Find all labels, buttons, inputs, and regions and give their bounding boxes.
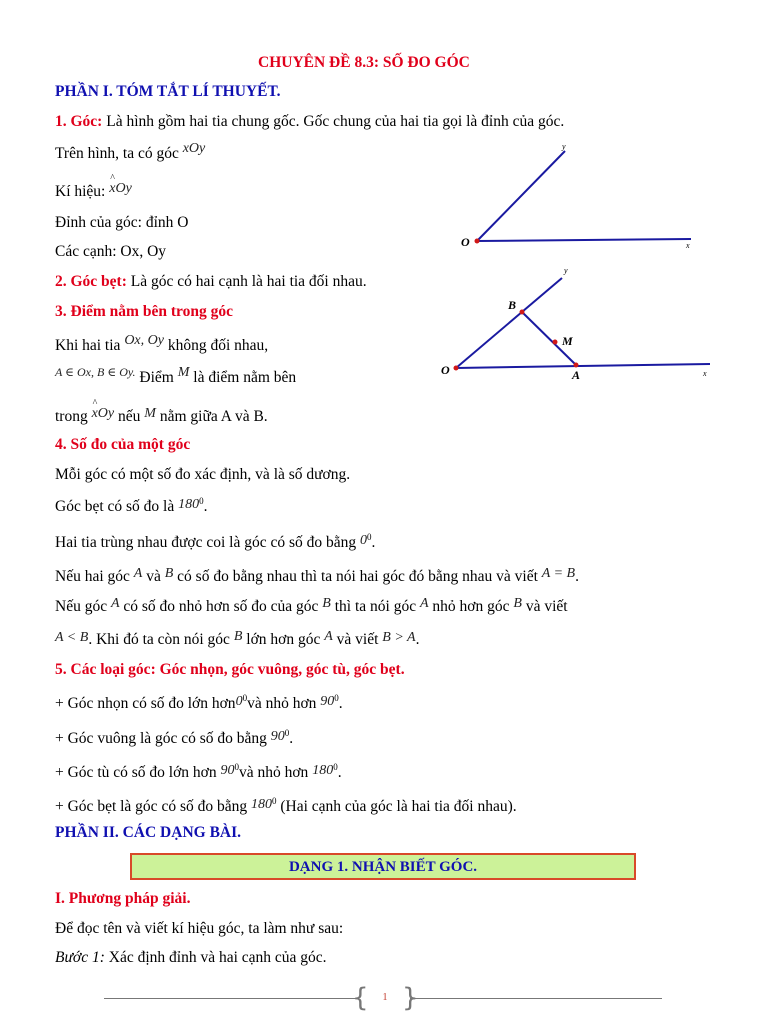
page-number: 1 [382, 992, 388, 1003]
angle-b: B [164, 566, 174, 581]
s4-line4: Nếu hai góc A và B có số đo bằng nhau thì ta nói hai góc đó bằng nhau và viết A = B. [55, 566, 579, 585]
s3-line2-m: M [177, 365, 190, 380]
s4-line5-c: thì ta nói góc [330, 598, 420, 615]
label-m: M [562, 334, 573, 348]
degree-mark: 0 [271, 796, 277, 806]
s1-sides: Các cạnh: Ox, Oy [55, 243, 167, 260]
degree-mark: 0 [334, 693, 339, 703]
degree-mark: 0 [242, 693, 248, 703]
s1-angle-line [55, 141, 206, 165]
s3-line2-b: là điểm nằm bên [189, 369, 297, 386]
dang1-banner [130, 853, 636, 880]
s3-line1-b: không đối nhau, [163, 337, 269, 354]
value-90: 90 [320, 694, 335, 709]
s4-line4-c: có số đo bằng nhau thì ta nói hai góc đó bằng nhau và viết [173, 568, 542, 585]
s1-angle-math: xOy [182, 141, 206, 156]
label-x: x [703, 369, 707, 378]
s3-line3-b: nếu [114, 408, 145, 425]
s1-text: Là hình gồm hai tia chung gốc. Gốc chung của hai tia gọi là đỉnh của góc. [102, 113, 565, 130]
s4-line6-c: và viết [332, 631, 383, 648]
s5-heading: 5. Các loại góc: Góc nhọn, góc vuông, góc tù, góc bẹt. [55, 661, 405, 678]
s4-line5-a: Nếu góc [55, 598, 111, 615]
figure-angle-xoy [455, 140, 705, 265]
s4-line1: Mỗi góc có một số đo xác định, và là số dương. [55, 466, 351, 483]
s1-label: 1. Góc: [55, 113, 103, 130]
s4-line6-b: lớn hơn góc [242, 631, 325, 648]
footer-brace-right: } [402, 983, 419, 1013]
degree-mark: 0 [284, 728, 290, 738]
s5-acute: + Góc nhọn có số đo lớn $hơn0^0và$ nhỏ hơn $90^0$. [55, 693, 343, 712]
hat-mark: ^ [110, 173, 115, 184]
degree-mark: 0 [234, 762, 239, 772]
s5-acute-b: và nhỏ hơn [247, 695, 321, 712]
s4-line4-a: Nếu hai góc [55, 568, 134, 585]
s1-symbol-math [109, 173, 132, 199]
method-line1: Để đọc tên và viết kí hiệu góc, ta làm như sau: [55, 920, 344, 937]
s2-label: 2. Góc bẹt: [55, 273, 127, 290]
method-heading: I. Phương pháp giải. [55, 890, 191, 907]
s4-line2: Góc bẹt có số đo là $180^0$. [55, 496, 208, 515]
s2-text: Là góc có hai cạnh là hai tia đối nhau. [126, 273, 367, 290]
s4-line5-d: nhỏ hơn góc [428, 598, 514, 615]
s3-line1-math: Ox, Oy [124, 333, 164, 348]
s3-line3-c: nằm giữa A và B. [155, 408, 268, 425]
angle-a: A [419, 596, 429, 611]
part2-heading: PHẦN II. CÁC DẠNG BÀI. [55, 824, 242, 841]
part1-heading: PHẦN I. TÓM TẮT LÍ THUYẾT. [55, 83, 281, 100]
label-o: O [441, 363, 450, 377]
s5-right-a: + Góc vuông là góc có số đo bằng [55, 730, 271, 747]
label-b: B [508, 298, 517, 312]
angle-a: A [133, 566, 143, 581]
value-90: 90 [270, 729, 285, 744]
s1-vertex: Đỉnh của góc: đỉnh O [55, 214, 189, 231]
s3-line2-a: Điểm [135, 369, 178, 386]
s4-heading: 4. Số đo của một góc [55, 436, 191, 453]
point-a-dot [574, 363, 579, 368]
hat-mark: ^ [92, 398, 98, 409]
s4-line3-value: 0 [360, 533, 367, 548]
degree-mark: 0 [333, 762, 338, 772]
s4-line5 [55, 597, 568, 618]
footer-line-right [410, 998, 662, 999]
s5-straight-b: (Hai cạnh của góc là hai tia đối nhau). [276, 798, 517, 815]
step1-line [55, 948, 327, 968]
s1-symbol-value: xOy [109, 181, 132, 196]
s4-line6-inequality: A < B [55, 630, 89, 645]
s1-angle-text: Trên hình, ta có góc [55, 145, 183, 162]
ray-oy [456, 278, 562, 368]
label-o: O [461, 235, 470, 249]
figure-point-inside-angle [438, 262, 720, 384]
s5-obtuse-b: và nhỏ hơn [238, 764, 313, 781]
value-180: 180 [250, 797, 272, 812]
s4-line6: A < B. Khi đó ta còn nói góc B lớn hơn góc A và viết B > A. [55, 629, 420, 648]
s3-line3-math [91, 398, 115, 424]
s5-straight [55, 797, 517, 818]
s5-acute-a: + Góc nhọn có số đo lớn hơn [55, 695, 236, 712]
s4-line3-text: Hai tia trùng nhau được coi là góc có số đo bằng [55, 534, 360, 551]
s4-line3: Hai tia trùng nhau được coi là góc có số đo bằng $0^0$. [55, 532, 376, 551]
s1-symbol-line [55, 173, 132, 203]
s4-line6-a: . Khi đó ta còn nói góc [88, 631, 234, 648]
s5-right: + Góc vuông là góc có số đo bằng $90^0$. [55, 728, 294, 747]
value-90: 90 [220, 763, 235, 778]
s4-line2-value: 180 [178, 497, 200, 512]
point-m-dot [553, 340, 558, 345]
s4-line6-inequality2: B > A [382, 630, 416, 645]
angle-a: A [110, 596, 120, 611]
degree-mark: 0 [199, 496, 204, 506]
s1-symbol-label: Kí hiệu: [55, 183, 110, 200]
vertex-o-dot [475, 239, 480, 244]
s3-heading: 3. Điểm nằm bên trong góc [55, 303, 233, 320]
angle-a: A [324, 629, 333, 644]
step1-label: Bước 1: [55, 949, 105, 966]
s2-definition [55, 272, 367, 292]
s5-obtuse: + Góc tù có số đo lớn hơn $90^0và$ nhỏ hơn $180^0$. [55, 762, 342, 781]
s4-line4-b: và [142, 568, 165, 585]
s3-line3-value: xOy [91, 406, 115, 421]
dang1-title: DẠNG 1. NHẬN BIẾT GÓC. [288, 859, 478, 875]
s4-line5-e: và viết [521, 598, 568, 615]
label-y: y [564, 266, 568, 275]
ray-oy [477, 151, 565, 241]
value-180: 180 [312, 763, 334, 778]
s3-line1 [55, 333, 269, 357]
s3-line2-math: A ∈ Ox, B ∈ Oy. [55, 365, 136, 379]
s4-line4-equation: A = B [541, 566, 576, 581]
label-x: x [686, 241, 690, 250]
degree-mark: 0 [367, 532, 372, 542]
s3-line3-m: M [144, 406, 156, 421]
s1-definition [55, 112, 564, 132]
label-a: A [572, 368, 581, 382]
step1-text: Xác định đỉnh và hai cạnh của góc. [104, 949, 327, 966]
s3-line3-a: trong [55, 408, 92, 425]
angle-b: B [322, 596, 331, 611]
label-y: y [562, 142, 566, 151]
s5-straight-a: + Góc bẹt là góc có số đo bằng [55, 798, 251, 815]
footer-brace-left: { [352, 983, 369, 1013]
document-title: CHUYÊN ĐỀ 8.3: SỐ ĐO GÓC [258, 54, 470, 71]
s4-line2-text: Góc bẹt có số đo là [55, 498, 179, 515]
value-0: 0 [235, 694, 243, 709]
s3-line3 [55, 398, 268, 428]
angle-b: B [233, 629, 243, 644]
footer-line-left [104, 998, 359, 999]
s4-line5-b: có số đo nhỏ hơn số đo của góc [119, 598, 323, 615]
s3-line2 [55, 365, 297, 389]
angle-b: B [513, 596, 522, 611]
s3-line1-a: Khi hai tia [55, 337, 125, 354]
ray-ox [477, 239, 691, 241]
ray-ox [456, 364, 710, 368]
vertex-o-dot [454, 366, 459, 371]
point-b-dot [520, 310, 525, 315]
s5-obtuse-a: + Góc tù có số đo lớn hơn [55, 764, 221, 781]
